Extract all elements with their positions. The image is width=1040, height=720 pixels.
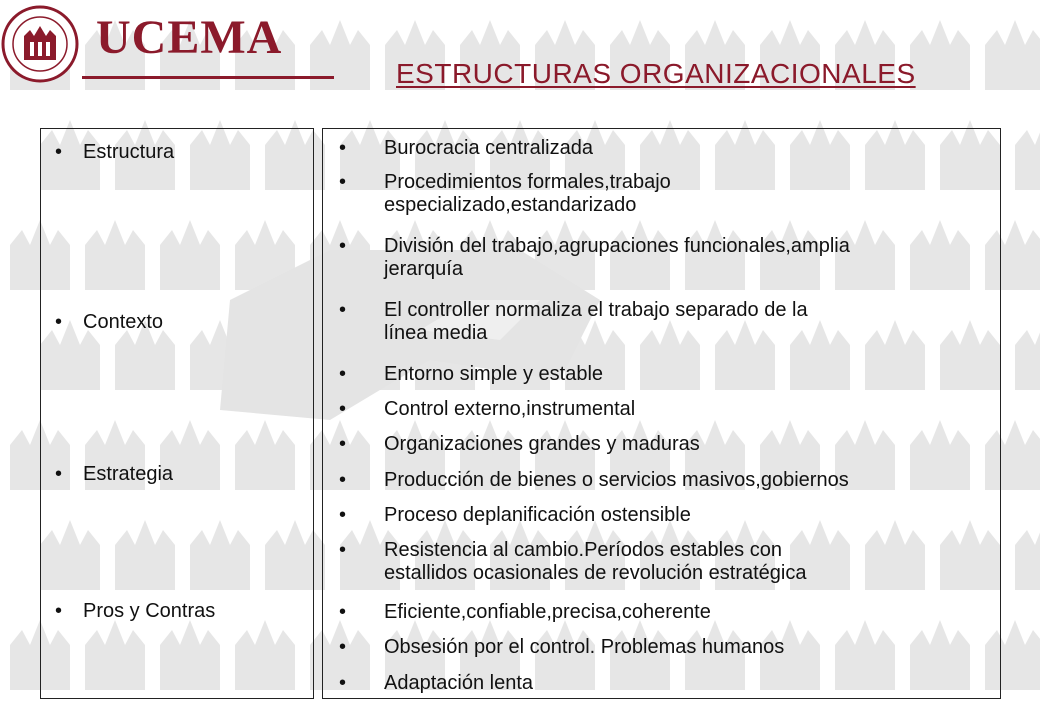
bullet-icon: • [339,299,347,321]
header-rule [82,76,334,79]
bullet-icon: • [339,469,347,491]
bullet-icon: • [339,539,347,561]
brand-wordmark: UCEMA [96,11,283,64]
watermark-glyph [985,20,1040,90]
bullet-icon: • [339,171,347,193]
bullet-icon: • [339,601,347,623]
bullet-icon: • [55,600,63,622]
watermark-glyph [1015,120,1040,190]
right-characteristics-box: • Burocracia centralizada • Procedimientos formales,trabajo especializado,estandarizado • División del trabajo,agrupaciones funcionales,amplia jerarquía • El controller normaliza el trabajo separado de la línea media • Entorno simple y estable • Control externo,instrumental • Organizaciones grandes y maduras • Producción de bienes o servicios masivos,gobiernos • Proceso deplanificación ostensible • Resistencia al cambio.Períodos estables con estallidos ocasionales de revolución estratégica • Eficiente,confiable,precisa,coherente • Obsesión por el control. Problemas humanos • Adaptación lenta [322,128,1001,699]
bullet-icon: • [339,398,347,420]
watermark-glyph [1015,320,1040,390]
watermark-glyph [310,20,370,90]
bullet-icon: • [339,235,347,257]
bullet-icon: • [339,636,347,658]
bullet-icon: • [339,137,347,159]
bullet-icon: • [55,463,63,485]
watermark-glyph [910,20,970,90]
bullet-icon: • [55,141,63,163]
page-title: ESTRUCTURAS ORGANIZACIONALES [396,58,916,89]
university-seal-logo [0,0,80,92]
bullet-icon: • [339,363,347,385]
bullet-icon: • [339,433,347,455]
bullet-icon: • [339,504,347,526]
bullet-icon: • [55,311,63,333]
watermark-glyph [1015,520,1040,590]
left-topics-box: • Estructura • Contexto • Estrategia • Pros y Contras [40,128,314,699]
bullet-icon: • [339,672,347,694]
